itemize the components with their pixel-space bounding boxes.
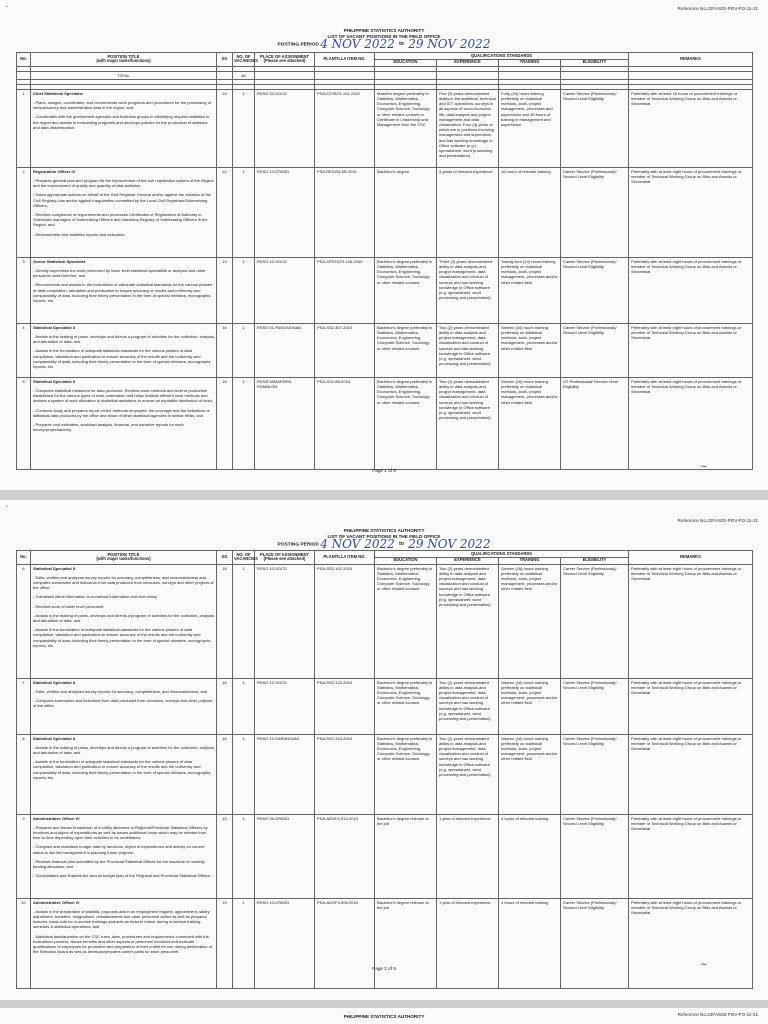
place-of-assignment: RSSO 03-SOCD [255, 89, 315, 167]
salary-grade: 16 [217, 734, 233, 814]
page-number: Page 1 of 9 [372, 468, 396, 473]
training-requirement: Sixteen (16) hours training preferably on statistical methods, tools, project management, processes and/or other related field [499, 323, 561, 377]
duty-item: - Coordinates with the government agencies and business groups in identifying required statistics in the region and assists in formulating programs and develops policies for the production of statistics and data dissemination. [33, 114, 210, 130]
agency-name: PHILIPPINE STATISTICS AUTHORITY [343, 528, 425, 533]
remarks: Preferably with at least 16 hours of procurement trainings or member of Technical Working Group on Bids and Awards or Secretariat [629, 89, 753, 167]
table-row [17, 257, 753, 323]
table-row [17, 898, 753, 988]
position-title: Registration Officer IV [33, 168, 76, 174]
salary-grade: 22 [217, 167, 233, 257]
duty-item: - Maintains familiarization on the CSC rules, laws, procedures and requirements connected with the evaluations process, issues benefits and other aspects of personnel functions and evaluate qualifications of employees for promotion and preparation of their profile for use during deliberation of the Selection Board as well as develops/prepares career paths for each personnel. [33, 933, 212, 955]
training-requirement: Sixteen (16) hours training preferably on statistical methods, tools, project management, processes and/or other related field [499, 678, 561, 734]
eligibility-requirement: Career Service (Professional)/ Second Level Eligibility [561, 734, 629, 814]
scan-mark: • [6, 4, 8, 10]
education-requirement: Bachelor's degree preferably in Statistics, Mathematics, Economics, Engineering, Computer Science, Sociology or other related courses [375, 734, 437, 814]
remarks: Preferably with at least eight hours of procurement trainings or member of Technical Working Group on Bids and Awards or Secretariat [629, 323, 753, 377]
duty-item: - Assists in the formulation of adequate statistical standards for the various phases of data compilation, tabulation and publication to ensure accuracy of the results and the uniformity and comparability of data, including their timely presentation in the form of special releases, monographs, reports, etc. [33, 759, 212, 780]
plantilla-item-no: PSA-SRSTATS-106-2015 [315, 257, 375, 323]
table-row [17, 89, 753, 167]
place-of-assignment: RSSO 10-SOCD [255, 564, 315, 678]
row-number: 9 [17, 814, 31, 898]
experience-requirement: Five (5) years demonstrated ability in the statistical, technical and ICT operations, surveys in all aspects of socio-economic life, data analysis and project management and data visualization. Four (4) years of which are in positions involving management and supervision and has working knowledge in Office software (e.g.) spreadsheet, word processing and presentation) [437, 89, 499, 167]
row-number: 5 [17, 377, 31, 469]
row-number: 6 [17, 564, 31, 678]
vacancy-count: 1 [233, 564, 255, 678]
row-number: 3 [17, 257, 31, 323]
education-requirement: Bachelor's degree relevant to the job [375, 814, 437, 898]
duty-item: - Plans, assigns, coordinates, and recommends work programs and procedures for the processing of census/survey and administrative data in the region; and [33, 100, 212, 111]
reference-number: Reference No.22FAS02-POV-FO-11-31 [677, 1012, 758, 1017]
duty-item: - Consolidates and finalizes the annual budget plan of the Regional and Provincial Statistical Offices. [33, 873, 211, 879]
duty-item: - Prepares and issues breakdown of monthly allotment to Regional/Provincial Statistical Officers by functions and object of expenditures as well as issues additional funds which may be needed from time to time depending upon their activities to be undertaken; [33, 824, 208, 841]
education-requirement: Bachelor's degree [375, 167, 437, 257]
duties-list [33, 388, 214, 432]
vacancy-count: 1 [233, 898, 255, 988]
eligibility-requirement: Career Service (Professional)/ Second Level Eligibility [561, 257, 629, 323]
duty-item: - Assists in the making of plans, develops and directs a program of activities for the collection, analysis and tabulation of data; and [33, 744, 214, 755]
education-requirement: Bachelor's degree preferably in Statistics, Mathematics, Economics, Engineering, Computer Science, Sociology or other related courses [375, 564, 437, 678]
duty-item: - Directly supervises the work performed by lower level statistical specialists or analysts and other personnel under him/her; and [33, 268, 206, 279]
experience-requirement: Two (2) years demonstrated ability in data analysis and project management, data visualization and conduct of surveys and has working knowledge in Office software (e.g. spreadsheet, word processing and presentation) [437, 323, 499, 377]
position-cell [31, 814, 217, 898]
duty-item: - Assists in the preparation of plantilla, proposes action on employment request, appointment, salary adjustment, transfers, resignations, reinstatements and other personnel action as well as prepares lectures, hand-outs for in-service trainings and acts as lecturer trainor during in-service training, seminars & statistical operations; and [33, 908, 210, 930]
experience-requirement: Two (2) years demonstrated ability in data analysis and project management, data visualization and conduct of surveys and has working knowledge in Office software (e.g. spreadsheet, word processing and presentation) [437, 734, 499, 814]
duties-list [33, 178, 214, 237]
plantilla-item-no: PSA-ADOF4-514-2015 [315, 814, 375, 898]
position-cell [31, 564, 217, 678]
plantilla-item-no: PSA-SS2-107-2015 [315, 564, 375, 678]
initials-mark: ~ [700, 462, 708, 472]
position-title: Statistical Specialist II [33, 378, 76, 384]
salary-grade: 24 [217, 89, 233, 167]
duty-item: - Assists in the formulation of adequate statistical standards for the various phases of data compilation, tabulation and publication to ensure accuracy of the results and the uniformity and comparability of data, including their timely presentation in the form of special releases, monographs, reports, etc. [33, 627, 212, 648]
training-requirement: Sixteen (16) hours training preferably on statistical methods, tools, project management, processes and/or other related field [499, 377, 561, 469]
remarks: Preferably with at least eight hours of procurement trainings or member of Technical Working Group on Bids and Awards or Secretariat [629, 814, 753, 898]
duty-item: - Translates literal information to numerical information and vice-versa; [33, 594, 158, 600]
training-requirement: Sixteen (16) hours training preferably on statistical methods, tools, project management, processes and/or other related field [499, 734, 561, 814]
row-number: 2 [17, 167, 31, 257]
row-number: 7 [17, 678, 31, 734]
duty-item: - Reviews work of lower level personnel; [33, 603, 105, 609]
vacancy-count: 1 [233, 678, 255, 734]
total-row [17, 71, 753, 79]
eligibility-requirement: Career Service (Professional)/ Second Level Eligibility [561, 898, 629, 988]
row-number: 1 [17, 89, 31, 167]
training-requirement: 4 hours of relevant training [499, 898, 561, 988]
duty-item: - Computes summaries and indicators from data produced from censuses, surveys and other projects of the office. [33, 698, 213, 709]
place-of-assignment: RSSO 12-SARANGANI [255, 734, 315, 814]
eligibility-requirement: Career Service (Professional)/ Second Level Eligibility [561, 678, 629, 734]
duties-list [33, 909, 214, 955]
position-title: Chief Statistical Specialist [33, 90, 83, 96]
document-page-1 [0, 0, 768, 490]
duty-item: - Computes statistical measures for data produced. Reviews work methods and level of production established for the various types of work undertaken and helps institute efficient work methods and devises a system of work allocation to statistical assistants to ensure an equitable distribution of work; [33, 388, 213, 404]
training-requirement: Forty (40) hours training preferably on statistical methods, tools, project management, processes and supervision and 40 hours of training in management and supervision [499, 89, 561, 167]
eligibility-requirement: Career Service (Professional)/ Second Level Eligibility [561, 814, 629, 898]
vacancy-count: 1 [233, 257, 255, 323]
remarks: Preferably with at least eight hours of procurement trainings or member of Technical Working Group on Bids and Awards or Secretariat [629, 564, 753, 678]
duty-item: - Edits, verifies and analyzes survey reports for accuracy, completeness, and reasonableness and computes summaries and indicators from data produced from censuses, surveys and other projects of the office; [33, 574, 214, 591]
experience-requirement: Two (2) years demonstrated ability in data analysis and project management, data visualization and conduct of surveys and has working knowledge in Office software (e.g. spreadsheet, word processing and presentation) [437, 678, 499, 734]
duties-list [33, 334, 214, 369]
salary-grade: 16 [217, 564, 233, 678]
education-requirement: Bachelor's degree preferably in Statistics, Mathematics, Economics, Engineering, Computer Science, Sociology or other related courses [375, 323, 437, 377]
training-requirement: 4 hours of relevant training [499, 814, 561, 898]
vacancy-count: 1 [233, 814, 255, 898]
duty-item: - Assists in the making of plans, develops and directs a program of activities for the collection, analysis and tabulation of data; and [33, 612, 214, 624]
salary-grade: 16 [217, 323, 233, 377]
duty-item: - Reviews/edits vital statistics reports and indicators. [33, 231, 126, 237]
list-title: LIST OF VACANT POSITIONS IN THE FIELD OFFICE [327, 34, 441, 39]
duty-item: - Assists in the making of plans, develops and directs a program of activities for the collection, analysis and tabulation of data; and [33, 334, 214, 345]
experience-requirement: Two (2) years demonstrated ability in data analysis and project management, data visualization and conduct of surveys and has working knowledge in Office software (e.g. spreadsheet, word processing and presentation) [437, 564, 499, 678]
row-number: 8 [17, 734, 31, 814]
table-row [17, 814, 753, 898]
plantilla-item-no: PSA-SS2-407-2015 [315, 323, 375, 377]
eligibility-requirement: Career Service (Professional)/ Second Level Eligibility [561, 564, 629, 678]
eligibility-requirement: Career Service (Professional)/ Second Level Eligibility [561, 167, 629, 257]
duties-list [33, 825, 214, 879]
place-of-assignment: RSSO 06-CRASD [255, 814, 315, 898]
position-title: Administrative Officer IV [33, 815, 80, 821]
salary-grade: 16 [217, 678, 233, 734]
total-value: 46 [233, 71, 255, 79]
position-cell [31, 678, 217, 734]
position-title: Statistical Specialist II [33, 565, 76, 571]
remarks: Preferably with at least eight hours of procurement trainings or member of Technical Working Group on Bids and Awards or Secretariat [629, 898, 753, 988]
duties-list [33, 575, 214, 648]
position-title: Statistical Specialist II [33, 679, 76, 685]
table-row [17, 564, 753, 678]
plantilla-item-no: PSA-CSTATS-191-2015 [315, 89, 375, 167]
experience-requirement: Three (3) years demonstrated ability in data analysis and project management, data visualization and conduct of surveys and has working knowledge in Office software (e.g. spreadsheet, word processing and presentation) [437, 257, 499, 323]
table-header-row: No. POSITION TITLE (with major tasks/functions) SG NO. OF VACANCIES PLACE OF ASSIGNMENT (Please see attached) PLANTILLA ITEM NO. QUALIFICATIONS STANDARDS REMARKS [17, 551, 753, 558]
experience-requirement: 1 year of relevant experience [437, 898, 499, 988]
position-title: Statistical Specialist II [33, 324, 76, 330]
experience-requirement: Two (2) years demonstrated ability in data analysis and project management, data visualization and conduct of surveys and has working knowledge in Office software (e.g. spreadsheet, word processing and presentation) [437, 377, 499, 469]
agency-name: PHILIPPINE STATISTICS AUTHORITY [343, 28, 425, 33]
position-cell [31, 257, 217, 323]
remarks: Preferably with at least eight hours of procurement trainings or member of Technical Working Group on Bids and Awards or Secretariat [629, 257, 753, 323]
vacancy-count: 1 [233, 377, 255, 469]
list-title: LIST OF VACANT POSITIONS IN THE FIELD OFFICE [327, 534, 441, 539]
reference-number: Reference No.22FAS02-POV-FO-11-31 [677, 518, 758, 523]
posting-to-date: 29 NOV 2022 [408, 37, 491, 51]
duties-list [33, 100, 214, 130]
initials-mark: ~ [700, 960, 708, 970]
posting-to-date: 29 NOV 2022 [408, 537, 491, 551]
eligibility-requirement: Career Service (Professional)/ Second Level Eligibility [561, 323, 629, 377]
duty-item: - Edits, verifies and analyzes survey reports for accuracy, completeness, and reasonableness; and [33, 688, 208, 694]
remarks: Preferably with at least eight hours of procurement trainings or member of Technical Working Group on Bids and Awards or Secretariat [629, 678, 753, 734]
salary-grade: 15 [217, 898, 233, 988]
posting-from-date: 4 NOV 2022 [320, 537, 395, 551]
place-of-assignment: RSSO 01-PANGASINAN [255, 323, 315, 377]
duty-item: - Prepares general plan and program for the improvement of the civil registration system of the Region and the improvement of quality and quantity of vital statistics; [33, 178, 214, 189]
posting-period: POSTING PERIOD 4 NOV 2022 to 29 NOV 2022 [277, 37, 491, 51]
scan-mark: • [6, 504, 8, 510]
plantilla-item-no: PSA-SS2-86-2015 [315, 377, 375, 469]
duty-item: - Prepares cost estimates, workload analysis, financial, and narrative reports for each survey/project/activity. [33, 422, 184, 433]
posting-period: POSTING PERIOD 4 NOV 2022 to 29 NOV 2022 [277, 537, 491, 551]
duty-item: - Reviews compliance of requirements and processes Certificates of Registration of Authority to Solemnize marriages of Solemnizing Officers and maintains Registry of Solemnizing Officers in the Region; and [33, 212, 208, 228]
position-cell [31, 89, 217, 167]
vacancy-table-page-2: No. POSITION TITLE (with major tasks/functions) SG NO. OF VACANCIES PLACE OF ASSIGNMENT (Please see attached) PLANTILLA ITEM NO. QUALIFICATIONS STANDARDS REMARKS EDUCATION EXPERIENCE TRAINING ELIGIBILITY 6 Statistical Specialist II - Edits, verifies and analyzes survey reports for accuracy, completeness, and reasonableness and computes summaries and indicators from data produced from censuses, surveys and other projects of the office; - Translates literal information to numerical information and vice-versa; - Reviews work of lower level personnel; - Assists in the making of plans, develops and directs a program of activities for the collection, analysis and tabulation of data; and - Assists in the formulation of adequate statistical standards for the various phases of data compilation, tabulation and publication to ensure accuracy of the results and the uniformity and comparability of data, including their timely presentation in the form of special releases, monographs, reports, etc. 16 1 RSSO 10-SOCD PSA-SS2-107-2015 Bachelor's degree preferably in Statistics, Mathematics, Economics, Engineering, Computer Science, Sociology or other related courses Two (2) years demonstrated ability in data analysis and project management, data visualization and conduct of surveys and has working knowledge in Office software (e.g. spreadsheet, word processing and presentation) Sixteen (16) hours training preferably on statistical methods, tools, project management, processes and/or other related field Career Service (Professional)/ Second Level Eligibility Preferably with at least eight hours of procurement trainings or member of Technical Working Group on Bids and Awards or Secretariat 7 Statistical Specialist II - Edits, verifies and analyzes survey reports for accuracy, completeness, and reasonableness; and - Computes summaries and indicators from data produced from censuses, surveys and other projects of the office. 16 1 RSSO 12-SOCD PSA-SS2-123-2015 Bachelor's degree preferably in Statistics, Mathematics, Economics, Engineering, Computer Science, Sociology or other related courses Two (2) years demonstrated ability in data analysis and project management, data visualization and conduct of surveys and has working knowledge in Office software (e.g. spreadsheet, word processing and presentation) Sixteen (16) hours training preferably on statistical methods, tools, project management, processes and/or other related field Career Service (Professional)/ Second Level Eligibility Preferably with at least eight hours of procurement trainings or member of Technical Working Group on Bids and Awards or Secretariat 8 Statistical Specialist II - Assists in the making of plans, develops and directs a program of activities for the collection, analysis and tabulation of data; and - Assists in the formulation of adequate statistical standards for the various phases of data compilation, tabulation and publication to ensure accuracy of the results and the uniformity and comparability of data, including their timely presentation in the form of special releases, monographs, reports, etc. 16 1 RSSO 12-SARANGANI PSA-SS2-315-2015 Bachelor's degree preferably in Statistics, Mathematics, Economics, Engineering, Computer Science, Sociology or other related courses Two (2) years demonstrated ability in data analysis and project management, data visualization and conduct of surveys and has working knowledge in Office software (e.g. spreadsheet, word processing and presentation) Sixteen (16) hours training preferably on statistical methods, tools, project management, processes and/or other related field Career Service (Professional)/ Second Level Eligibility Preferably with at least eight hours of procurement trainings or member of Technical Working Group on Bids and Awards or Secretariat 9 Administrative Officer IV - Prepares and issues breakdown of monthly allotment to Regional/Provincial Statistical Officers by functions and object of expenditures as well as issues additional funds which may be needed from time to time depending upon their activities to be undertaken; - Compiles and maintains budget data by functions, object of expenditures and activity on current status to aid the management in planning future projects; - Reviews financial plan submitted by the Provincial Statistical Offices for the issuance of monthly funding allocation; and - Consolidates and finalizes the annual budget plan of the Regional and Provincial Statistical Offices. 15 1 RSSO 06-CRASD PSA-ADOF4-514-2015 Bachelor's degree relevant to the job 1 year of relevant experience 4 hours of relevant training Career Service (Professional)/ Second Level Eligibility Preferably with at least eight hours of procurement trainings or member of Technical Working Group on Bids and Awards or Secretariat 10 Administrative Officer IV - Assists in the preparation of plantilla, proposes action on employment request, appointment, salary adjustment, transfers, resignations, reinstatements and other personnel action as well as prepares lectures, hand-outs for in-service trainings and acts as lecturer trainor during in-service training, seminars & statistical operations; and - Maintains familiarization on the CSC rules, laws, procedures and requirements connected with the evaluations process, issues benefits and other aspects of personnel functions and evaluate qualifications of employees for promotion and preparation of their profile for use during deliberation of the Selection Board as well as develops/prepares career paths for each personnel. 15 1 RSSO 10-CRASD PSA-ADOF4-506-2015 Bachelor's degree relevant to the job 1 year of relevant experience 4 hours of relevant training Career Service (Professional)/ Second Level Eligibility Preferably with at least eight hours of procurement trainings or member of Technical Working Group on Bids and Awards or Secretariat [16, 550, 753, 989]
position-cell [31, 898, 217, 988]
salary-grade: 19 [217, 257, 233, 323]
place-of-assignment: RSSO 10-CRASD [255, 898, 315, 988]
vacancy-table-page-1: No. POSITION TITLE (with major tasks/functions) SG NO. OF VACANCIES PLACE OF ASSIGNMENT (Please see attached) PLANTILLA ITEM NO. QUALIFICATIONS STANDARDS REMARKS EDUCATION EXPERIENCE TRAINING ELIGIBILITY TOTAL 46 1 Chief Statistical Specialist - Plans, assigns, coordinates, and recommends work programs and procedures for the processing of census/survey and administrative data in the region; and - Coordinates with the government agencies and business groups in identifying required statistics in the region and assists in formulating programs and develops policies for the production of statistics and data dissemination. 24 1 RSSO 03-SOCD PSA-CSTATS-191-2015 Master's degree preferably in Statistics, Mathematics, Economics, Engineering, Computer Science, Sociology or other related courses or Certificate in Leadership and Management from the CSC Five (5) years demonstrated ability in the statistical, technical and ICT operations, surveys in all aspects of socio-economic life, data analysis and project management and data visualization. Four (4) years of which are in positions involving management and supervision and has working knowledge in Office software (e.g.) spreadsheet, word processing and presentation) Forty (40) hours training preferably on statistical methods, tools, project management, processes and supervision and 40 hours of training in management and supervision Career Service (Professional)/ Second Level Eligibility Preferably with at least 16 hours of procurement trainings or member of Technical Working Group on Bids and Awards or Secretariat 2 Registration Officer IV - Prepares general plan and program for the improvement of the civil registration system of the Region and the improvement of quality and quantity of vital statistics; - Takes appropriate actions on behalf of the Civil Registrar General and/or against the violation of the Civil Registry Law and/or against irregularities committed by the Local Civil Registrars/Solemnizing Officers; - Reviews compliance of requirements and processes Certificates of Registration of Authority to Solemnize marriages of Solemnizing Officers and maintains Registry of Solemnizing Officers in the Region; and - Reviews/edits vital statistics reports and indicators. 22 1 RSSO 10-CRASD PSA-REGO4-69-2015 Bachelor's degree 3 years of relevant experience 16 hours of relevant training Career Service (Professional)/ Second Level Eligibility Preferably with at least eight hours of procurement trainings or member of Technical Working Group on Bids and Awards or Secretariat 3 Senior Statistical Specialist - Directly supervises the work performed by lower level statistical specialists or analysts and other personnel under him/her; and - Recommends and assists in the formulation of adequate statistical standards for the various phases of data compilation, tabulation and publication to ensure accuracy of results and uniformity and comparability of data, including their timely presentation in the form of special releases, monographs, reports, etc. 19 1 RSSO 10-SOCD PSA-SRSTATS-106-2015 Bachelor's degree preferably in Statistics, Mathematics, Economics, Engineering, Computer Science, Sociology or other related courses Three (3) years demonstrated ability in data analysis and project management, data visualization and conduct of surveys and has working knowledge in Office software (e.g. spreadsheet, word processing and presentation) Twenty-four (24) hours training preferably on statistical methods, tools, project management, processes and/or other related field Career Service (Professional)/ Second Level Eligibility Preferably with at least eight hours of procurement trainings or member of Technical Working Group on Bids and Awards or Secretariat 4 Statistical Specialist II - Assists in the making of plans, develops and directs a program of activities for the collection, analysis and tabulation of data; and - Assists in the formulation of adequate statistical standards for the various phases of data compilation, tabulation and publication to ensure accuracy of the results and the uniformity and comparability of data, including their timely presentation in the form of special releases, monographs, reports, etc. 16 1 RSSO 01-PANGASINAN PSA-SS2-407-2015 Bachelor's degree preferably in Statistics, Mathematics, Economics, Engineering, Computer Science, Sociology or other related courses Two (2) years demonstrated ability in data analysis and project management, data visualization and conduct of surveys and has working knowledge in Office software (e.g. spreadsheet, word processing and presentation) Sixteen (16) hours training preferably on statistical methods, tools, project management, processes and/or other related field Career Service (Professional)/ Second Level Eligibility Preferably with at least eight hours of procurement trainings or member of Technical Working Group on Bids and Awards or Secretariat 5 Statistical Specialist II - Computes statistical measures for data produced. Reviews work methods and level of production established for the various types of work undertaken and helps institute efficient work methods and devises a system of work allocation to statistical assistants to ensure an equitable distribution of work; - Conducts study and prepares report on the methods employed, the coverage and the limitations of statistical data produced by the office and those of other statistical agencies in similar fields; and - Prepares cost estimates, workload analysis, financial, and narrative reports for each survey/project/activity. 16 1 RSSO MIMAROPA-ROMBLON PSA-SS2-86-2015 Bachelor's degree preferably in Statistics, Mathematics, Economics, Engineering, Computer Science, Sociology or other related courses Two (2) years demonstrated ability in data analysis and project management, data visualization and conduct of surveys and has working knowledge in Office software (e.g. spreadsheet, word processing and presentation) Sixteen (16) hours training preferably on statistical methods, tools, project management, processes and/or other related field CS Professional/ Second Level Eligibility Preferably with at least eight hours of procurement trainings or member of Technical Working Group on Bids and Awards or Secretariat [16, 52, 753, 470]
training-requirement: Sixteen (16) hours training preferably on statistical methods, tools, project management, processes and/or other related field [499, 564, 561, 678]
position-title: Senior Statistical Specialist [33, 258, 86, 264]
plantilla-item-no: PSA-SS2-315-2015 [315, 734, 375, 814]
experience-requirement: 3 years of relevant experience [437, 167, 499, 257]
position-cell [31, 377, 217, 469]
vacancy-count: 1 [233, 323, 255, 377]
position-title: Administrative Officer IV [33, 899, 80, 905]
duty-item: - Assists in the formulation of adequate statistical standards for the various phases of data compilation, tabulation and publication to ensure accuracy of the results and the uniformity and comparability of data, including their timely presentation in the form of special releases, monographs, reports, etc. [33, 348, 212, 370]
salary-grade: 16 [217, 377, 233, 469]
place-of-assignment: RSSO 10-SOCD [255, 257, 315, 323]
duty-item: - Reviews financial plan submitted by the Provincial Statistical Offices for the issuance of monthly funding allocation; and [33, 858, 205, 870]
vacancy-count: 1 [233, 167, 255, 257]
education-requirement: Bachelor's degree preferably in Statistics, Mathematics, Economics, Engineering, Computer Science, Sociology or other related courses [375, 257, 437, 323]
duty-item: - Takes appropriate actions on behalf of the Civil Registrar General and/or against the violation of the Civil Registry Law and/or against irregularities committed by the Local Civil Registrars/Solemnizing Officers; [33, 192, 212, 208]
posting-from-date: 4 NOV 2022 [320, 37, 395, 51]
row-number: 10 [17, 898, 31, 988]
position-cell [31, 734, 217, 814]
training-requirement: Twenty-four (24) hours training preferably on statistical methods, tools, project management, processes and/or other related field [499, 257, 561, 323]
table-row [17, 377, 753, 469]
position-cell [31, 323, 217, 377]
page-number: Page 2 of 9 [372, 966, 396, 971]
duties-list [33, 268, 214, 303]
vacancy-count: 1 [233, 89, 255, 167]
remarks: Preferably with at least eight hours of procurement trainings or member of Technical Working Group on Bids and Awards or Secretariat [629, 734, 753, 814]
place-of-assignment: RSSO MIMAROPA-ROMBLON [255, 377, 315, 469]
plantilla-item-no: PSA-ADOF4-506-2015 [315, 898, 375, 988]
remarks: Preferably with at least eight hours of procurement trainings or member of Technical Working Group on Bids and Awards or Secretariat [629, 377, 753, 469]
place-of-assignment: RSSO 12-SOCD [255, 678, 315, 734]
plantilla-item-no: PSA-SS2-123-2015 [315, 678, 375, 734]
duty-item: - Compiles and maintains budget data by functions, object of expenditures and activity on current status to aid the management in planning future projects; [33, 844, 205, 855]
table-row [17, 678, 753, 734]
duty-item: - Conducts study and prepares report on the methods employed, the coverage and the limitations of statistical data produced by the office and those of other statistical agencies in similar fields; and [33, 407, 210, 418]
row-number: 4 [17, 323, 31, 377]
education-requirement: Bachelor's degree preferably in Statistics, Mathematics, Economics, Engineering, Computer Science, Sociology or other related courses [375, 678, 437, 734]
place-of-assignment: RSSO 10-CRASD [255, 167, 315, 257]
table-row [17, 734, 753, 814]
document-page-2 [0, 500, 768, 1000]
salary-grade: 15 [217, 814, 233, 898]
education-requirement: Bachelor's degree preferably in Statistics, Mathematics, Economics, Engineering, Computer Science, Sociology or other related courses [375, 377, 437, 469]
education-requirement: Bachelor's degree relevant to the job [375, 898, 437, 988]
vacancy-count: 1 [233, 734, 255, 814]
plantilla-item-no: PSA-REGO4-69-2015 [315, 167, 375, 257]
position-cell [31, 167, 217, 257]
table-row [17, 323, 753, 377]
document-page-3 [0, 1008, 768, 1024]
duty-item: - Recommends and assists in the formulation of adequate statistical standards for the various phases of data compilation, tabulation and publication to ensure accuracy of results and uniformity and comparability of data, including their timely presentation in the form of special releases, monographs, reports, etc. [33, 282, 212, 304]
agency-name: PHILIPPINE STATISTICS AUTHORITY [343, 1014, 425, 1019]
table-header-row: No. POSITION TITLE (with major tasks/functions) SG NO. OF VACANCIES PLACE OF ASSIGNMENT (Please see attached) PLANTILLA ITEM NO. QUALIFICATIONS STANDARDS REMARKS [17, 53, 753, 60]
reference-number: Reference No.22FAS02-POV-FO-11-31 [677, 6, 758, 11]
eligibility-requirement: Career Service (Professional)/ Second Level Eligibility [561, 89, 629, 167]
table-row [17, 167, 753, 257]
duties-list [33, 689, 214, 709]
education-requirement: Master's degree preferably in Statistics, Mathematics, Economics, Engineering, Computer Science, Sociology or other related courses or Certificate in Leadership and Management from the CSC [375, 89, 437, 167]
total-label: TOTAL [31, 71, 217, 79]
experience-requirement: 1 year of relevant experience [437, 814, 499, 898]
position-title: Statistical Specialist II [33, 735, 76, 741]
duties-list [33, 745, 214, 780]
eligibility-requirement: CS Professional/ Second Level Eligibility [561, 377, 629, 469]
remarks: Preferably with at least eight hours of procurement trainings or member of Technical Working Group on Bids and Awards or Secretariat [629, 167, 753, 257]
training-requirement: 16 hours of relevant training [499, 167, 561, 257]
